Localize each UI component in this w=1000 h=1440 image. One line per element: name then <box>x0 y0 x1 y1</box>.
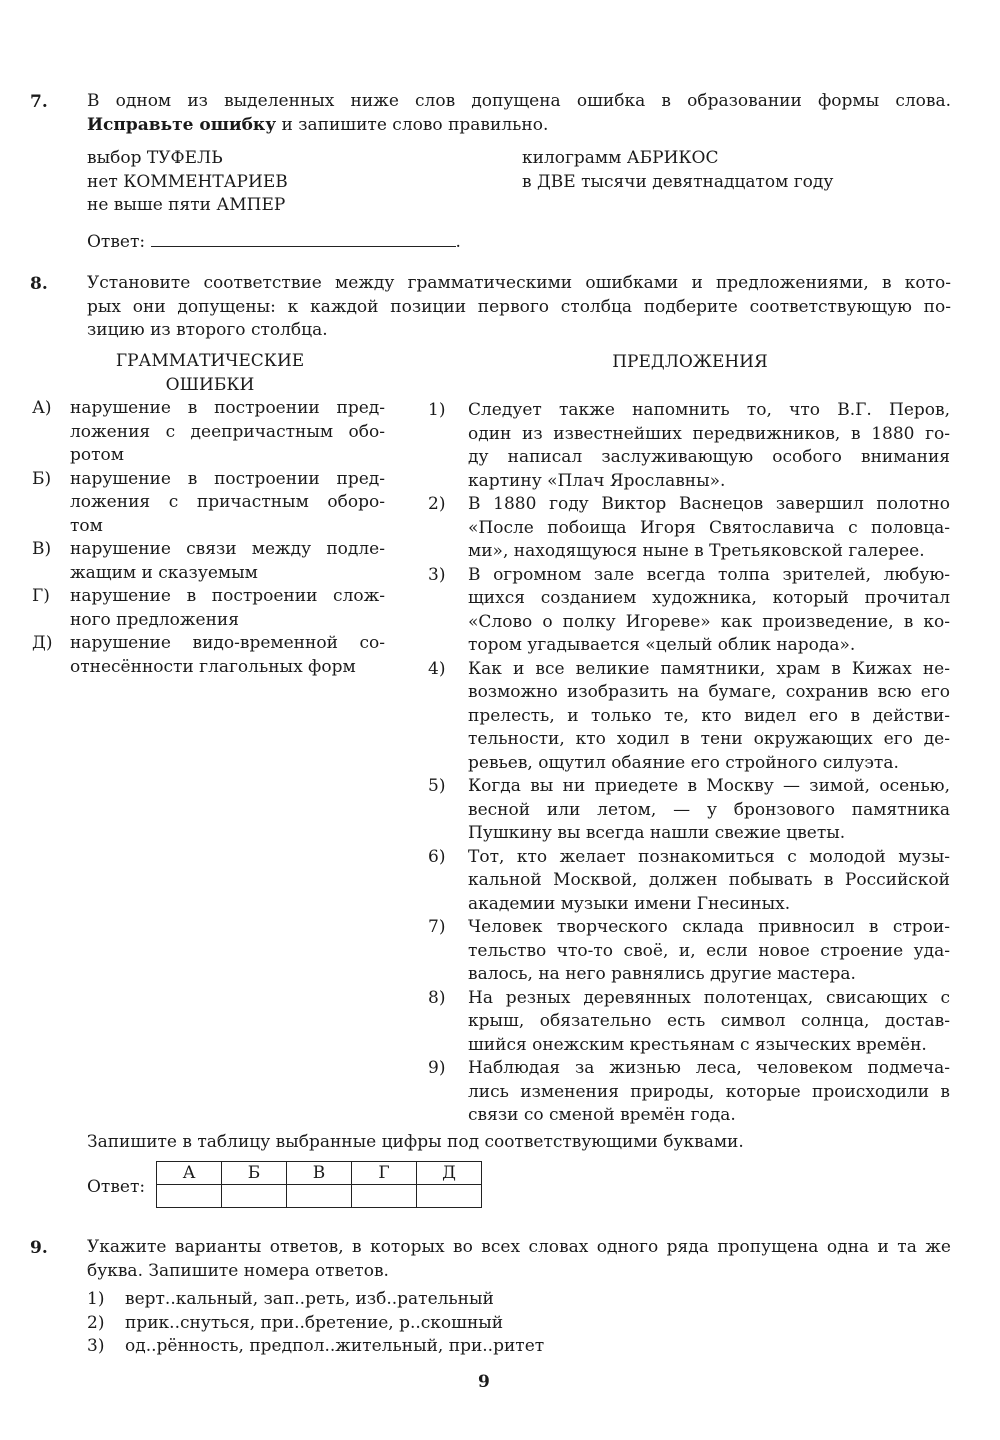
error-item-v <box>30 538 385 585</box>
error-line: нарушение видо-временной со- <box>70 633 385 653</box>
q8-number: 8. <box>30 274 48 294</box>
q9-option-1 <box>87 1288 494 1312</box>
sentence-line: «После побоища Игоря Святославича с половца- <box>468 517 950 538</box>
error-item-g <box>30 585 385 632</box>
q7-left-items <box>87 147 288 218</box>
answer-header-cell: Б <box>222 1162 287 1185</box>
q9-intro-line: буква. Запишите номера ответов. <box>87 1260 389 1281</box>
error-letter: Д) <box>32 633 53 653</box>
sentence-line: Человек творческого склада привносил в строи- <box>468 917 950 937</box>
sentence-1 <box>428 399 950 493</box>
q7-answer-line[interactable] <box>151 228 456 247</box>
q8-answer-label: Ответ: <box>87 1177 146 1197</box>
sentence-num: 8) <box>428 987 446 1008</box>
answer-header-cell: А <box>157 1162 222 1185</box>
error-line: нарушение в построении слож- <box>70 586 385 606</box>
sentence-line: ми», находящуюся ныне в Третьяковской галерее. <box>468 541 925 561</box>
q9-options <box>87 1288 545 1359</box>
error-item-a <box>30 397 385 468</box>
error-line: нарушение в построении пред- <box>70 468 385 489</box>
sentence-line: весной или летом, — у бронзового памятника <box>468 799 950 820</box>
error-line: нарушение в построении пред- <box>70 398 385 418</box>
q9-option-3 <box>87 1335 545 1359</box>
sentence-line: Тот, кто желает познакомиться с молодой музы- <box>468 846 950 867</box>
answer-input-cell[interactable] <box>157 1185 222 1208</box>
q8-left-header <box>60 349 360 397</box>
sentence-line: лись изменения природы, которые происходили в <box>468 1081 950 1102</box>
answer-header-cell: Г <box>352 1162 417 1185</box>
answer-input-cell[interactable] <box>417 1185 482 1208</box>
option-text: од..рённость, предпол..жительный, при..ритет <box>125 1336 545 1356</box>
sentence-num: 5) <box>428 776 446 796</box>
sentence-num: 4) <box>428 658 446 679</box>
answer-table-input-row <box>157 1185 482 1208</box>
error-item-d <box>30 632 385 679</box>
q8-intro <box>87 272 951 343</box>
q7-line-2-rest: и запишите слово правильно. <box>276 114 549 135</box>
q7-right-items <box>522 147 833 194</box>
sentence-7 <box>428 916 950 987</box>
sentence-line: В огромном зале всегда толпа зрителей, любую- <box>468 564 950 585</box>
sentence-line: ду написал заслуживающую особого внимания <box>468 447 950 467</box>
q7-answer-label: Ответ: <box>87 232 146 252</box>
sentence-3 <box>428 564 950 658</box>
sentence-line: возможно изобразить на бумаге, сохранив всю его <box>468 682 950 702</box>
q8-answer-table <box>156 1161 482 1208</box>
q8-intro-line: Установите соответствие между грамматическими ошибками и предложениями, в кото- <box>87 273 951 293</box>
sentence-num: 1) <box>428 400 446 420</box>
sentence-5 <box>428 775 950 846</box>
q7-answer-end: . <box>455 232 461 252</box>
error-letter: В) <box>32 539 52 559</box>
q7-word-1: выбор ТУФЕЛЬ <box>87 148 223 168</box>
error-line: жащим и сказуемым <box>70 562 258 583</box>
q8-intro-line: зицию из второго столбца. <box>87 320 328 340</box>
q8-right-header: ПРЕДЛОЖЕНИЯ <box>612 352 768 372</box>
sentence-line: «Слово о полку Игореве» как произведение, в ко- <box>468 611 950 632</box>
q9-option-2 <box>87 1312 504 1336</box>
sentence-line: связи со сменой времён года. <box>468 1105 736 1125</box>
sentence-num: 3) <box>428 564 446 585</box>
answer-header-cell: В <box>287 1162 352 1185</box>
sentence-line: прелесть, и только те, кто видел его в действи- <box>468 705 950 726</box>
sentence-6 <box>428 846 950 917</box>
sentence-line: щихся созданием художника, который прочитал <box>468 588 950 608</box>
q8-errors <box>30 397 385 679</box>
sentence-line: Наблюдая за жизнью леса, человеком подмеча- <box>468 1058 950 1078</box>
option-num: 2) <box>87 1312 105 1333</box>
sentence-line: Как и все великие памятники, храм в Кижах не- <box>468 658 950 679</box>
error-letter: Б) <box>32 468 52 489</box>
q7-word-3: не выше пяти АМПЕР <box>87 195 286 215</box>
error-line: том <box>70 515 103 536</box>
option-text: верт..кальный, зап..реть, изб..рательный <box>125 1289 494 1309</box>
answer-header-cell: Д <box>417 1162 482 1185</box>
sentence-line: ревьев, ощутил обаяние его стройного силуэта. <box>468 752 899 773</box>
option-text: прик..снуться, при..бретение, р..скошный <box>125 1312 504 1333</box>
answer-table-header-row <box>157 1162 482 1185</box>
sentence-8 <box>428 987 950 1058</box>
sentence-line: один из известнейших передвижников, в 1880 го- <box>468 423 950 444</box>
sentence-num: 7) <box>428 917 446 937</box>
q8-left-header-line: ОШИБКИ <box>165 375 255 395</box>
sentence-num: 6) <box>428 846 446 867</box>
sentence-line: шийся онежским крестьянам с языческих времён. <box>468 1034 927 1055</box>
sentence-line: крыш, обязательно есть символ солнца, достав- <box>468 1011 950 1031</box>
q8-sentences <box>428 399 950 1128</box>
q7-answer <box>87 228 461 255</box>
answer-input-cell[interactable] <box>222 1185 287 1208</box>
error-line: отнесённости глагольных форм <box>70 656 356 677</box>
q8-instruction: Запишите в таблицу выбранные цифры под соответствующими буквами. <box>87 1132 744 1152</box>
q7-word-4: килограмм АБРИКОС <box>522 148 719 168</box>
q7-number: 7. <box>30 92 48 112</box>
page-number: 9 <box>478 1372 490 1392</box>
sentence-line: На резных деревянных полотенцах, свисающих с <box>468 987 950 1008</box>
sentence-line: валось, на него равнялись другие мастера. <box>468 964 856 984</box>
q7-text <box>87 90 951 137</box>
sentence-line: тельство что-то своё, и, если новое строение уда- <box>468 940 950 961</box>
error-letter: Г) <box>32 586 50 606</box>
answer-input-cell[interactable] <box>287 1185 352 1208</box>
sentence-line: Когда вы ни приедете в Москву — зимой, осенью, <box>468 776 950 796</box>
error-line: ного предложения <box>70 609 239 630</box>
q7-word-2: нет КОММЕНТАРИЕВ <box>87 171 288 192</box>
error-item-b <box>30 468 385 539</box>
sentence-line: Пушкину вы всегда нашли свежие цветы. <box>468 823 846 843</box>
q7-bold: Исправьте ошибку <box>87 114 277 135</box>
sentence-line: тором угадывается «целый облик народа». <box>468 635 856 655</box>
sentence-9 <box>428 1057 950 1128</box>
sentence-line: В 1880 году Виктор Васнецов завершил полотно <box>468 494 950 514</box>
sentence-line: тельности, кто ходил в тени окружающих его де- <box>468 729 950 749</box>
sentence-line: картину «Плач Ярославны». <box>468 470 726 491</box>
error-line: нарушение связи между подле- <box>70 539 385 559</box>
answer-input-cell[interactable] <box>352 1185 417 1208</box>
q9-number: 9. <box>30 1238 48 1258</box>
error-line: ротом <box>70 445 124 465</box>
error-letter: А) <box>32 398 52 418</box>
sentence-line: кальной Москвой, должен побывать в Российской <box>468 870 950 890</box>
q9-intro <box>87 1236 951 1283</box>
q9-intro-line: Укажите варианты ответов, в которых во всех словах одного ряда пропущена одна и та же <box>87 1237 951 1257</box>
sentence-num: 2) <box>428 494 446 514</box>
q7-line-1: В одном из выделенных ниже слов допущена ошибка в образовании формы слова. <box>87 91 951 111</box>
q7-line-2 <box>87 114 951 138</box>
q8-intro-line: рых они допущены: к каждой позиции первого столбца подберите соответствующую по- <box>87 296 951 317</box>
sentence-num: 9) <box>428 1058 446 1078</box>
sentence-line: академии музыки имени Гнесиных. <box>468 893 791 914</box>
error-line: ложения с причастным оборо- <box>70 492 385 512</box>
option-num: 1) <box>87 1289 105 1309</box>
sentence-4 <box>428 658 950 776</box>
q7-word-5: в ДВЕ тысячи девятнадцатом году <box>522 171 834 192</box>
option-num: 3) <box>87 1336 105 1356</box>
q8-left-header-line: ГРАММАТИЧЕСКИЕ <box>115 351 305 371</box>
error-line: ложения с деепричастным обо- <box>70 421 385 442</box>
sentence-2 <box>428 493 950 564</box>
sentence-line: Следует также напомнить то, что В.Г. Перов, <box>468 400 950 420</box>
